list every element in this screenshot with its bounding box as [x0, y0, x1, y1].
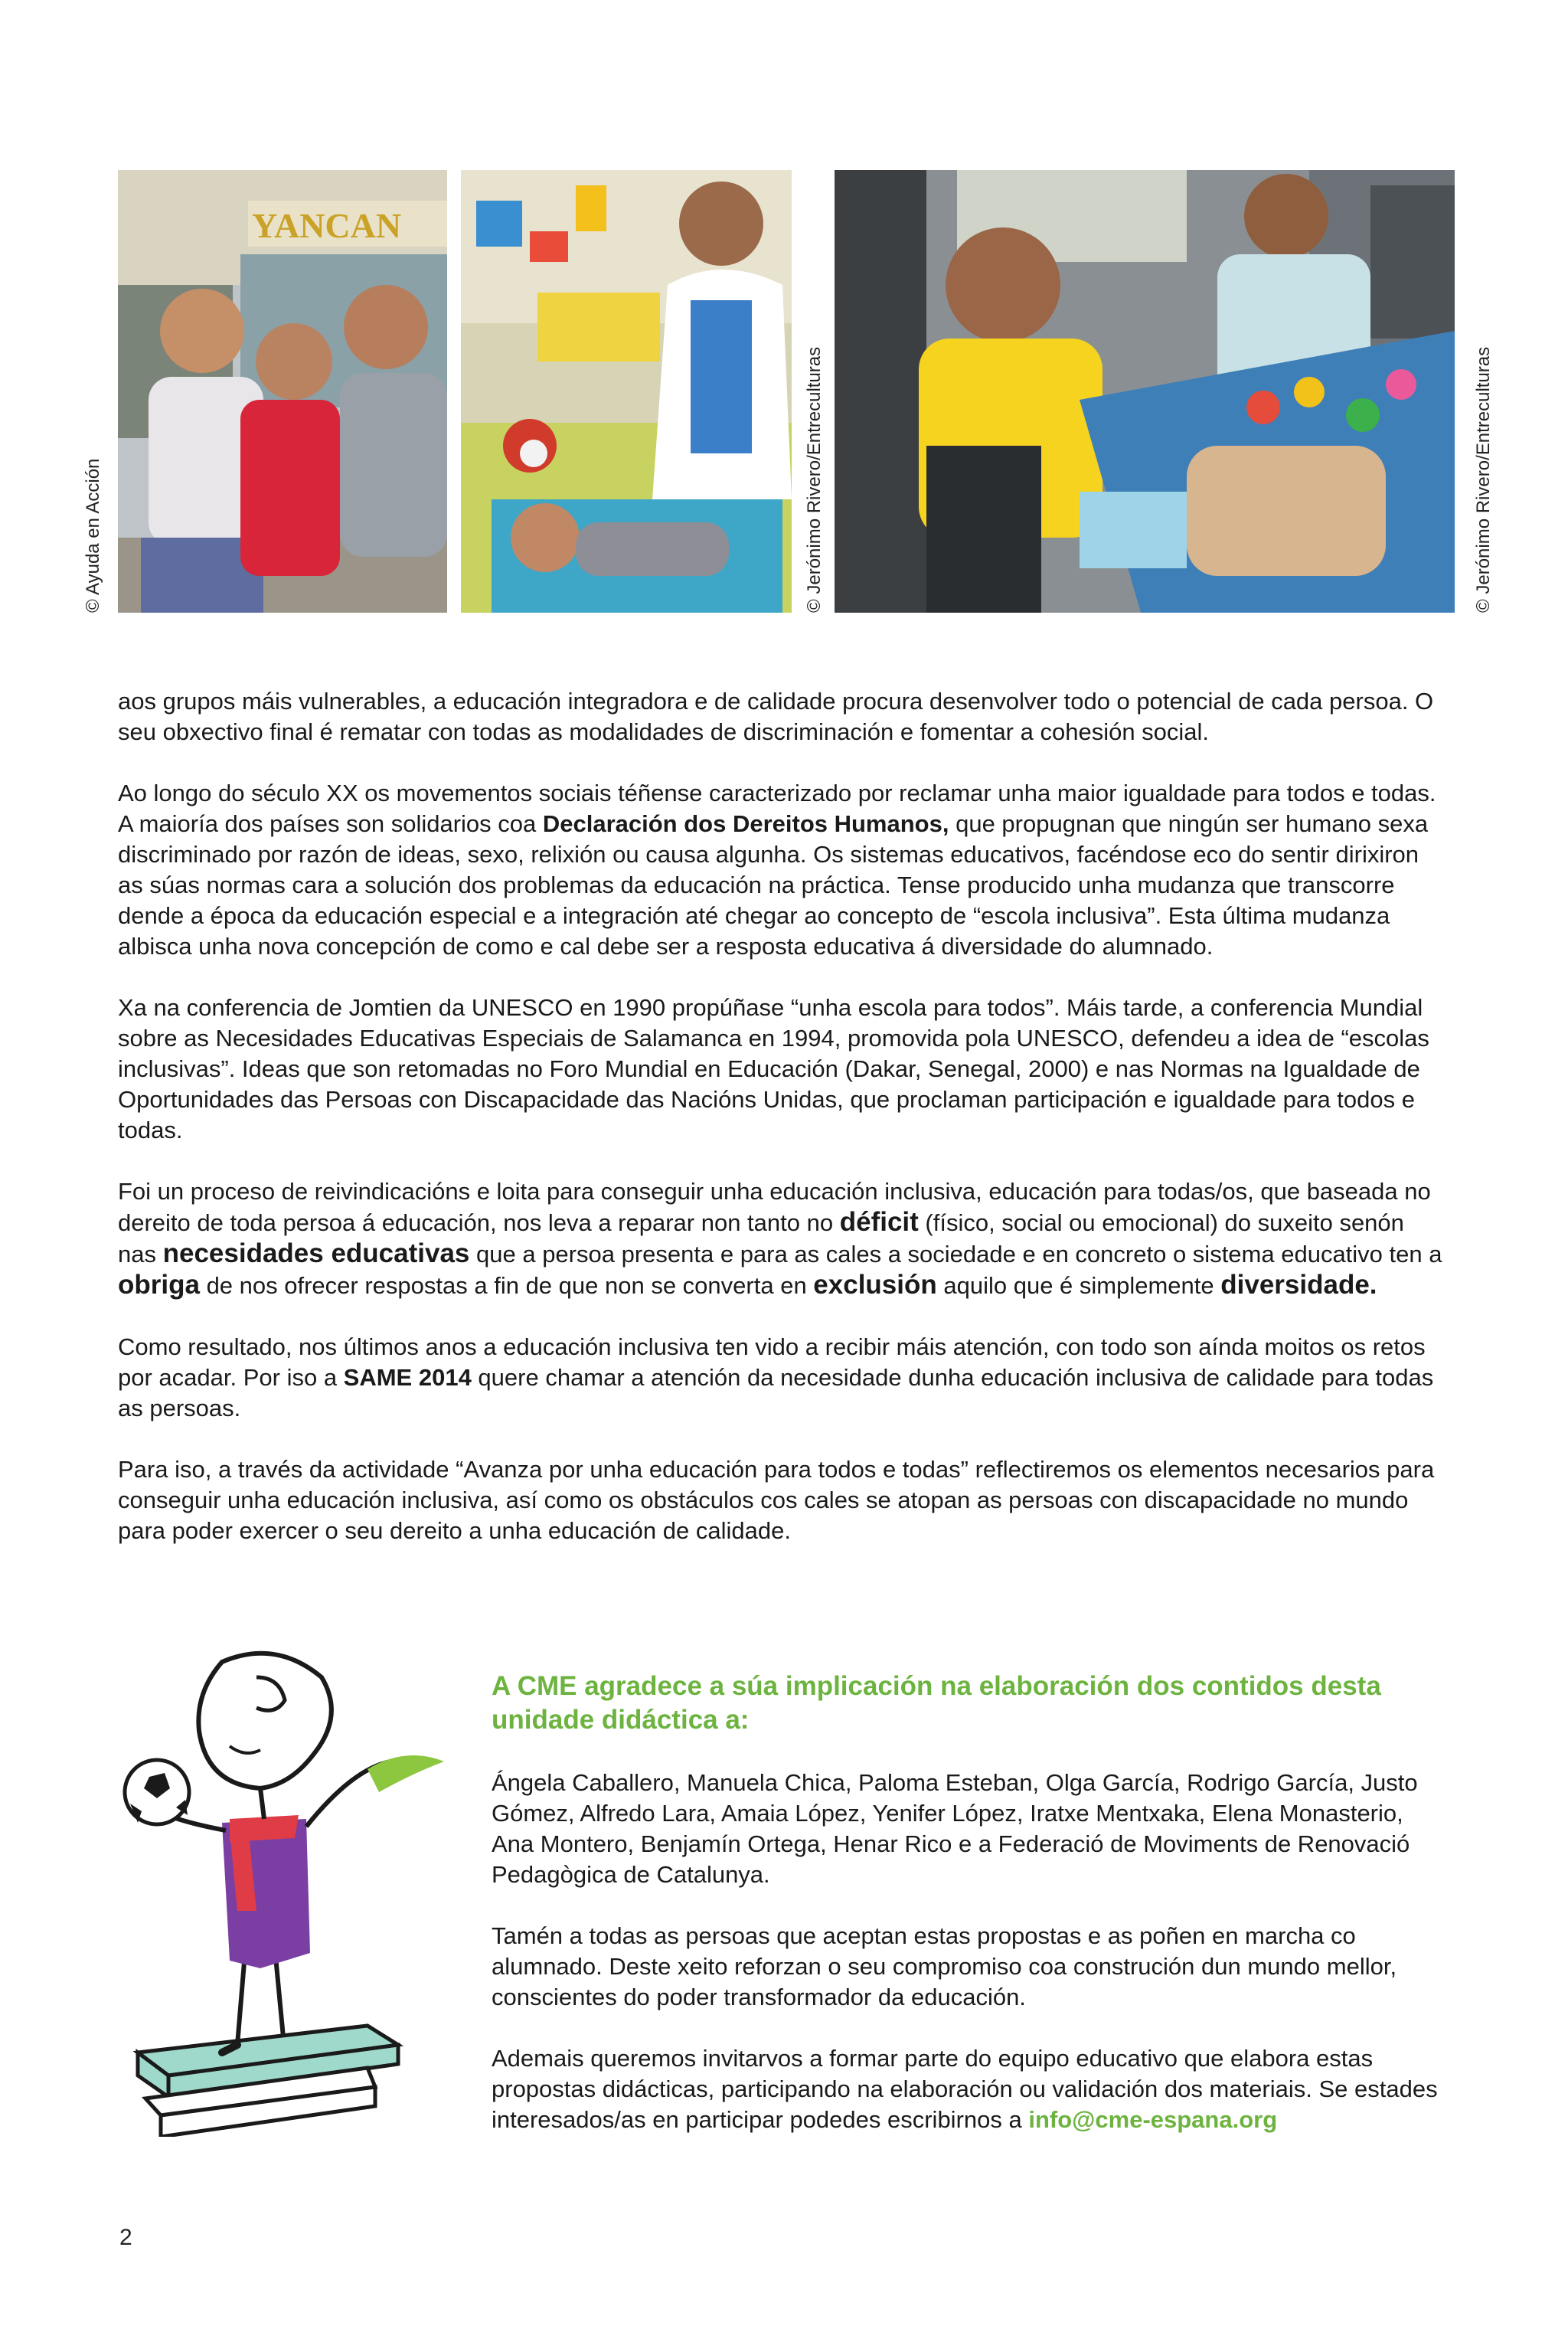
thanks-paragraph: Tamén a todas as persoas que aceptan estas propostas e as poñen en marcha co alumnado. Deste xeito reforzan o seu compromiso coa construción dun mundo mellor, conscientes do poder transformador da educación. — [492, 1922, 1397, 2010]
stick-figure-illustration — [115, 1647, 452, 2137]
keyword-exclusion: exclusión — [813, 1270, 937, 1300]
keyword-educational-needs: necesidades educativas — [162, 1238, 470, 1268]
photo-credit-entreculturas-2: © Jerónimo Rivero/Entreculturas — [1473, 346, 1494, 613]
yancan-sign-text: YANCAN — [252, 206, 402, 245]
human-rights-declaration: Declaración dos Dereitos Humanos, — [542, 810, 949, 837]
paragraph-3: Xa na conferencia de Jomtien da UNESCO en 1990 propúñase “unha escola para todos”. Máis tarde, a conferencia Mundial sobre as Necesidades Educativas Especiais de Salamanca en 1994, promovida pola UNESCO, defendeu a idea de “escolas inclusivas”. Ideas que son retomadas no Foro Mundial en Educación (Dakar, Senegal, 2000) e nas Normas na Igualdade de Oportunidades das Persoas con Discapacidade das Nacións Unidas, que proclaman participación e igualdade para todos e todas. — [118, 994, 1429, 1143]
paragraph-4-text-5: aquilo que é simplemente — [936, 1272, 1221, 1299]
photo-children-school — [118, 170, 447, 613]
paragraph-4-text-4: de nos ofrecer respostas a fin de que non se converta en — [199, 1272, 814, 1299]
invitation-text: Ademais queremos invitarvos a formar parte do equipo educativo que elabora estas propostas didácticas, participando na elaboración ou validación dos materiais. Se estades interesados/as en participar podedes escribirnos a — [492, 2045, 1438, 2133]
same-2014: SAME 2014 — [343, 1364, 472, 1391]
paragraph-2-text: Ao longo do século XX os movementos sociais téñense caracterizado por reclamar unha maior igualdade para todos e todas. A maioría dos países son solidarios coa — [118, 780, 1436, 837]
keyword-deficit: déficit — [839, 1207, 919, 1237]
keyword-obligation: obriga — [118, 1270, 200, 1300]
photo-teacher-baby-image — [461, 170, 792, 613]
paragraph-5 — [118, 1332, 1446, 1424]
main-body-text — [118, 686, 1446, 1546]
page-number: 2 — [119, 2225, 132, 2250]
paragraph-4 — [118, 1176, 1446, 1301]
paragraph-1: aos grupos máis vulnerables, a educación integradora e de calidade procura desenvolver todo o potencial de cada persoa. O seu obxectivo final é rematar con todas as modalidades de discriminación e fomentar a cohesión social. — [118, 688, 1434, 745]
photo-credit-ayuda: © Ayuda en Acción — [83, 458, 103, 613]
photo-teacher-baby — [461, 170, 792, 613]
keyword-diversity: diversidade. — [1220, 1270, 1377, 1300]
photo-boys-puzzle — [835, 170, 1455, 613]
photo-children-school-image — [118, 170, 447, 613]
paragraph-2-text-cont: que propugnan que ningún ser humano sexa discriminado por razón de ideas, sexo, relixión ou causa algunha. Os sistemas educativos, facéndose eco do sentir dirixiron as súas normas cara a solución dos problemas da educación na práctica. Tense producido unha mudanza que transcorre dende a época da educación especial e a integración até chegar ao concepto de “escola inclusiva”. Esta última mudanza albisca unha nova concepción de como e cal debe ser a resposta educativa á diversidade do alumnado. — [118, 810, 1429, 960]
acknowledgements-section — [492, 1670, 1449, 2135]
paragraph-5-text-cont: quere chamar a atención da necesidade dunha educación inclusiva de calidade para todas as persoas. — [118, 1364, 1434, 1421]
photo-boys-puzzle-image — [835, 170, 1455, 613]
invitation-paragraph — [492, 2043, 1449, 2135]
paragraph-2 — [118, 778, 1446, 962]
paragraph-6: Para iso, a través da actividade “Avanza por unha educación para todos e todas” reflectiremos os elementos necesarios para conseguir unha educación inclusiva, así como os obstáculos cos cales se atopan as persoas con discapacidade no mundo para poder exercer o seu dereito a unha educación de calidade. — [118, 1456, 1435, 1544]
paragraph-4-text-2: (físico, social ou emocional) do suxeito senón nas — [118, 1209, 1404, 1268]
contributors-list: Ángela Caballero, Manuela Chica, Paloma Esteban, Olga García, Rodrigo García, Justo Gómez, Alfredo Lara, Amaia López, Yenifer López, Iratxe Mentxaka, Elena Monasterio, Ana Montero, Benjamín Ortega, Henar Rico e a Federació de Moviments de Renovació Pedagògica de Catalunya. — [492, 1769, 1418, 1888]
acknowledgements-heading: A CME agradece a súa implicación na elaboración dos contidos desta unidade didáctica a: — [492, 1671, 1381, 1735]
paragraph-4-text-3: que a persoa presenta e para as cales a sociedade e en concreto o sistema educativo ten a — [469, 1241, 1442, 1268]
paragraph-4-text: Foi un proceso de reivindicacións e loita para conseguir unha educación inclusiva, educación para todas/os, que baseada no dereito de toda persoa á educación, nos leva a reparar non tanto no — [118, 1178, 1431, 1236]
photo-credit-entreculturas-1: © Jerónimo Rivero/Entreculturas — [804, 346, 825, 613]
paragraph-5-text: Como resultado, nos últimos anos a educación inclusiva ten vido a recibir máis atención, con todo son aínda moitos os retos por acadar. Por iso a — [118, 1333, 1426, 1391]
contact-email-link[interactable]: info@cme-espana.org — [1028, 2106, 1278, 2133]
